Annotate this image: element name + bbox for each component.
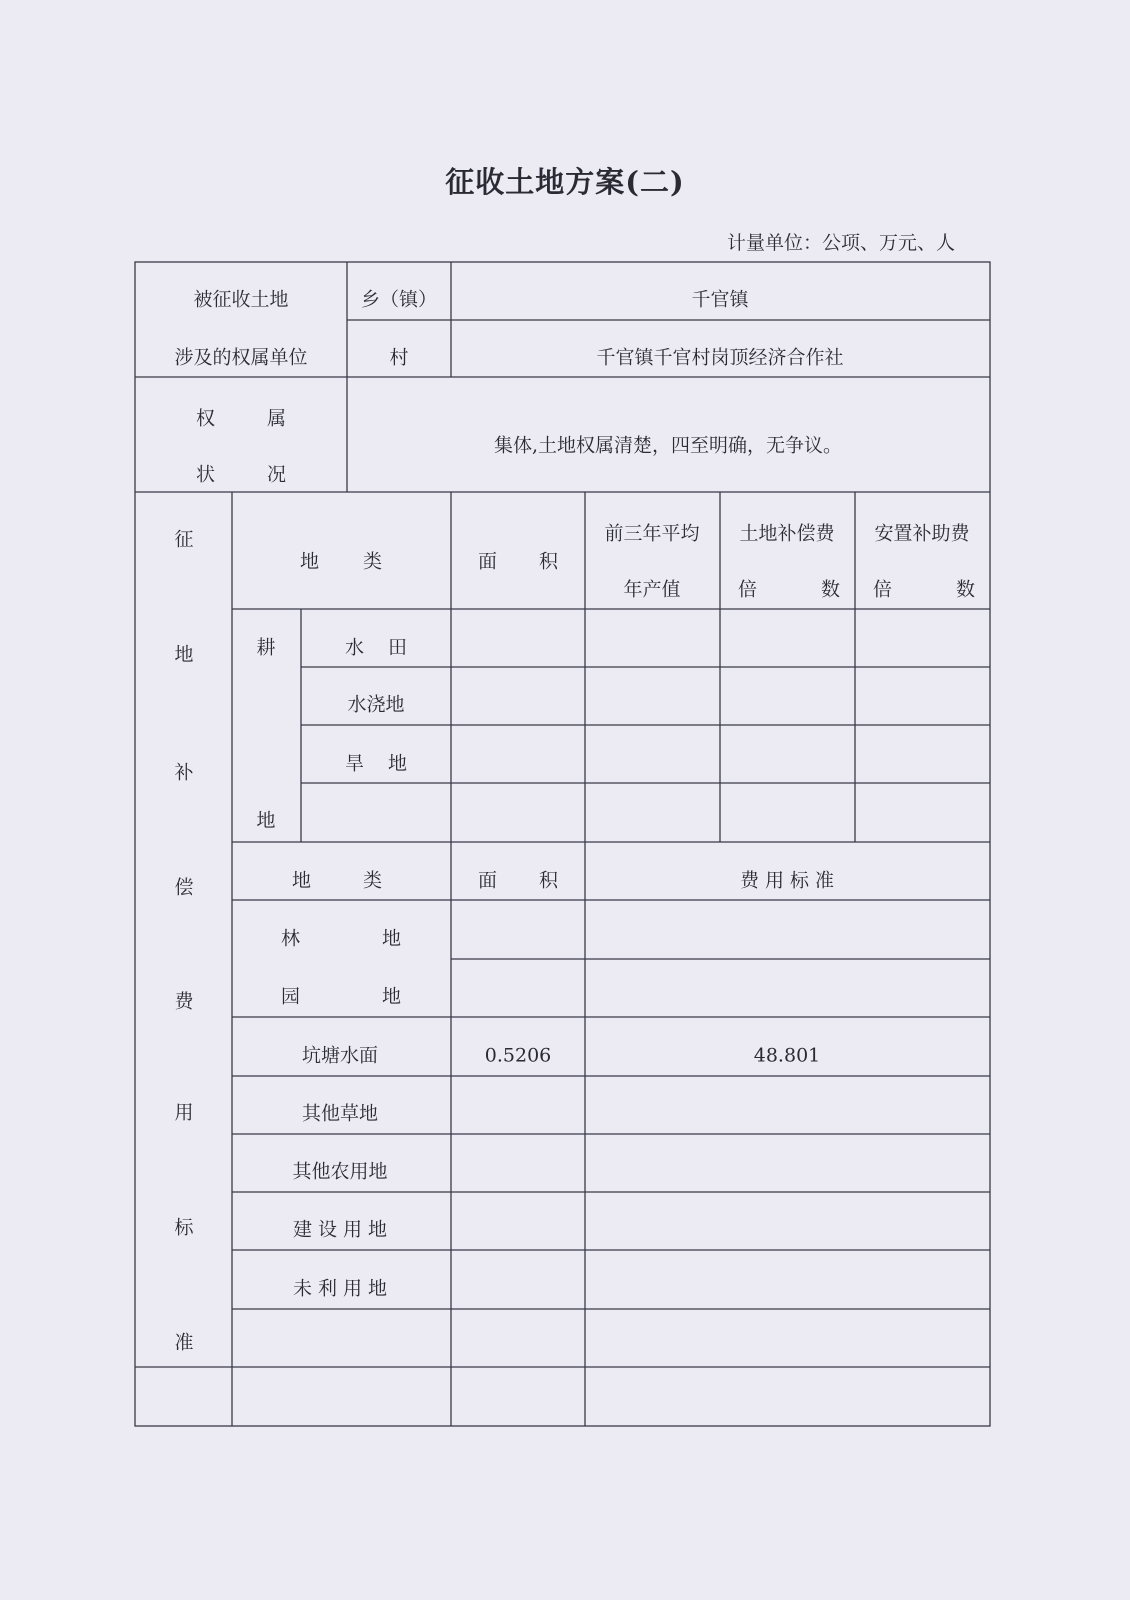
status-label-line2: 状 况 bbox=[196, 463, 286, 486]
page-title: 征收土地方案(二) bbox=[445, 165, 685, 199]
table-row-label: 林 地 bbox=[281, 927, 401, 950]
side-label-char: 偿 bbox=[174, 876, 194, 899]
unit-line: 计量单位：公项、万元、人 bbox=[726, 232, 955, 254]
side-label-char: 补 bbox=[174, 761, 194, 784]
village-label: 村 bbox=[389, 346, 409, 369]
other-header-standard: 费 用 标 准 bbox=[739, 869, 835, 892]
table-row-label: 园 地 bbox=[281, 985, 401, 1008]
farmland-header-resettle-line1: 安置补助费 bbox=[874, 522, 970, 545]
cultivated-group-top: 耕 bbox=[256, 636, 276, 659]
side-label-char: 征 bbox=[174, 528, 194, 551]
village-value: 千官镇千官村岗顶经济合作社 bbox=[596, 346, 844, 369]
side-label-char: 地 bbox=[174, 643, 194, 666]
side-label-char: 费 bbox=[174, 990, 194, 1013]
cultivated-group-bottom: 地 bbox=[256, 809, 276, 832]
table-row-area: 0.5206 bbox=[484, 1044, 552, 1067]
ownership-label-line1: 被征收土地 bbox=[193, 288, 289, 311]
farmland-header-avg-output-line2: 年产值 bbox=[623, 578, 681, 601]
table-row-label: 其他农用地 bbox=[292, 1160, 388, 1183]
side-label-char: 用 bbox=[174, 1101, 194, 1124]
other-header-area: 面 积 bbox=[478, 869, 558, 892]
cultivated-row-paddy: 水 田 bbox=[345, 636, 407, 659]
table-row-standard: 48.801 bbox=[753, 1044, 821, 1067]
farmland-header-comp-line2: 倍 数 bbox=[738, 578, 840, 601]
other-header-land-type: 地 类 bbox=[292, 869, 382, 892]
farmland-header-comp-line1: 土地补偿费 bbox=[739, 522, 835, 545]
table-row-label: 未 利 用 地 bbox=[292, 1277, 388, 1300]
farmland-header-land-type: 地 类 bbox=[300, 550, 382, 573]
township-value: 千官镇 bbox=[691, 288, 749, 311]
status-label-line1: 权 属 bbox=[196, 407, 286, 430]
side-label-char: 标 bbox=[174, 1216, 194, 1239]
farmland-header-area: 面 积 bbox=[478, 550, 558, 573]
farmland-header-resettle-line2: 倍 数 bbox=[873, 578, 975, 601]
township-label: 乡（镇） bbox=[360, 288, 438, 311]
farmland-header-avg-output-line1: 前三年平均 bbox=[604, 522, 700, 545]
status-value: 集体,土地权属清楚，四至明确，无争议。 bbox=[493, 434, 843, 457]
table-row-label: 坑塘水面 bbox=[301, 1044, 379, 1067]
table-row-label: 其他草地 bbox=[301, 1102, 379, 1125]
side-label-char: 准 bbox=[174, 1331, 194, 1354]
table-row-label: 建 设 用 地 bbox=[292, 1218, 388, 1241]
ownership-label-line2: 涉及的权属单位 bbox=[174, 346, 308, 369]
cultivated-row-dry: 旱 地 bbox=[345, 752, 407, 775]
cultivated-row-irrigated: 水浇地 bbox=[347, 693, 405, 716]
